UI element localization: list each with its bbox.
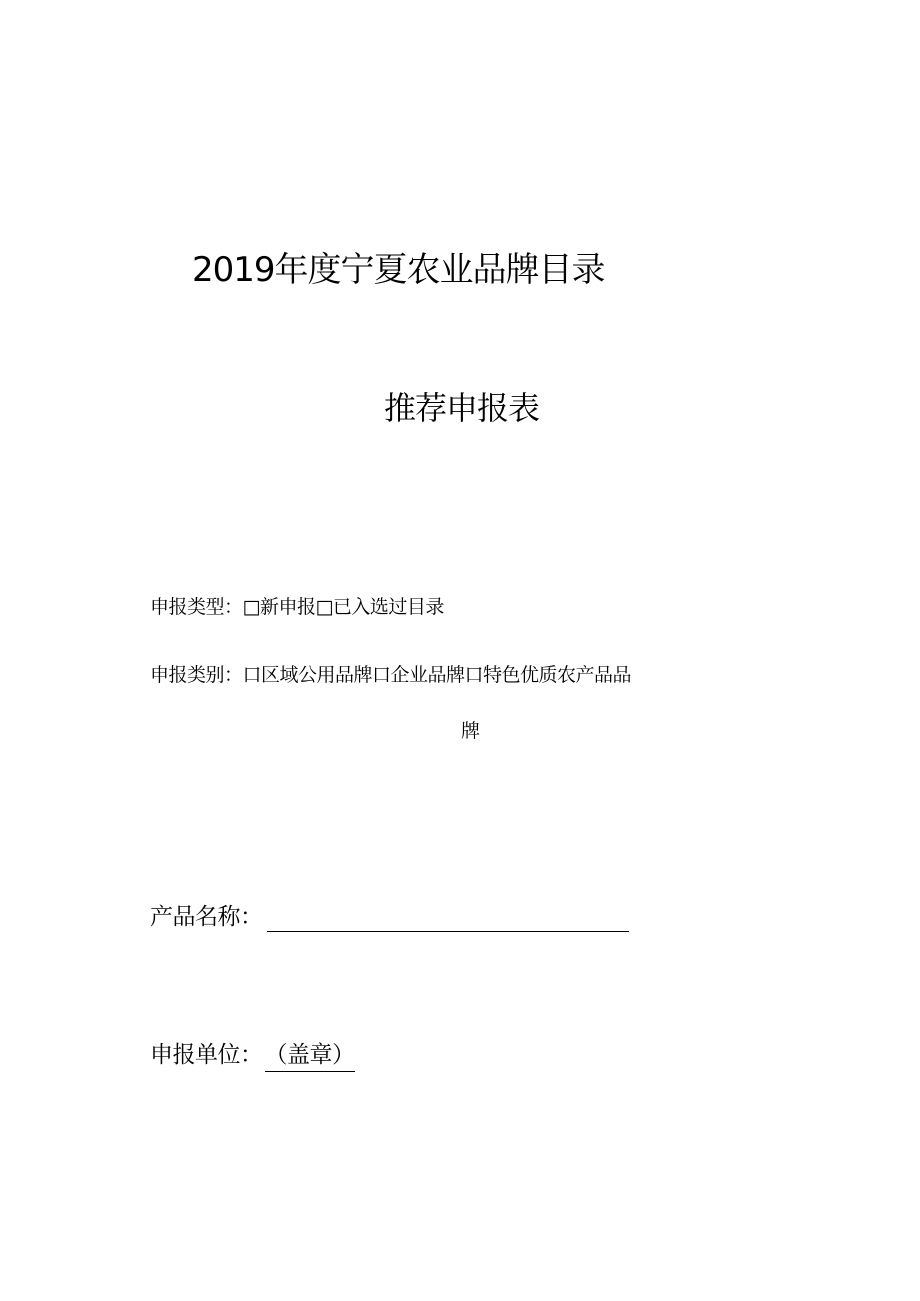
- document-subtitle: 推荐申报表: [384, 389, 540, 427]
- application-category-row: [150, 662, 631, 688]
- document-title: 2019年度宁夏农业品牌目录: [192, 250, 605, 290]
- product-name-row: [150, 902, 629, 932]
- product-name-label: 产品名称：: [150, 904, 263, 930]
- product-name-field[interactable]: [267, 907, 629, 932]
- seal-field[interactable]: （盖章）: [265, 1040, 355, 1072]
- application-type-row: [150, 594, 444, 620]
- application-type-label: 申报类型：: [150, 596, 243, 618]
- application-category-options-continued: 牌: [461, 720, 481, 742]
- application-category-label: 申报类别：: [150, 664, 243, 686]
- application-type-options[interactable]: □新申报□已入选过目录: [242, 596, 444, 618]
- applicant-unit-label: 申报单位：: [150, 1042, 263, 1068]
- application-category-options[interactable]: 口区域公用品牌口企业品牌口特色优质农产品品: [242, 664, 632, 686]
- applicant-unit-row: [150, 1040, 355, 1072]
